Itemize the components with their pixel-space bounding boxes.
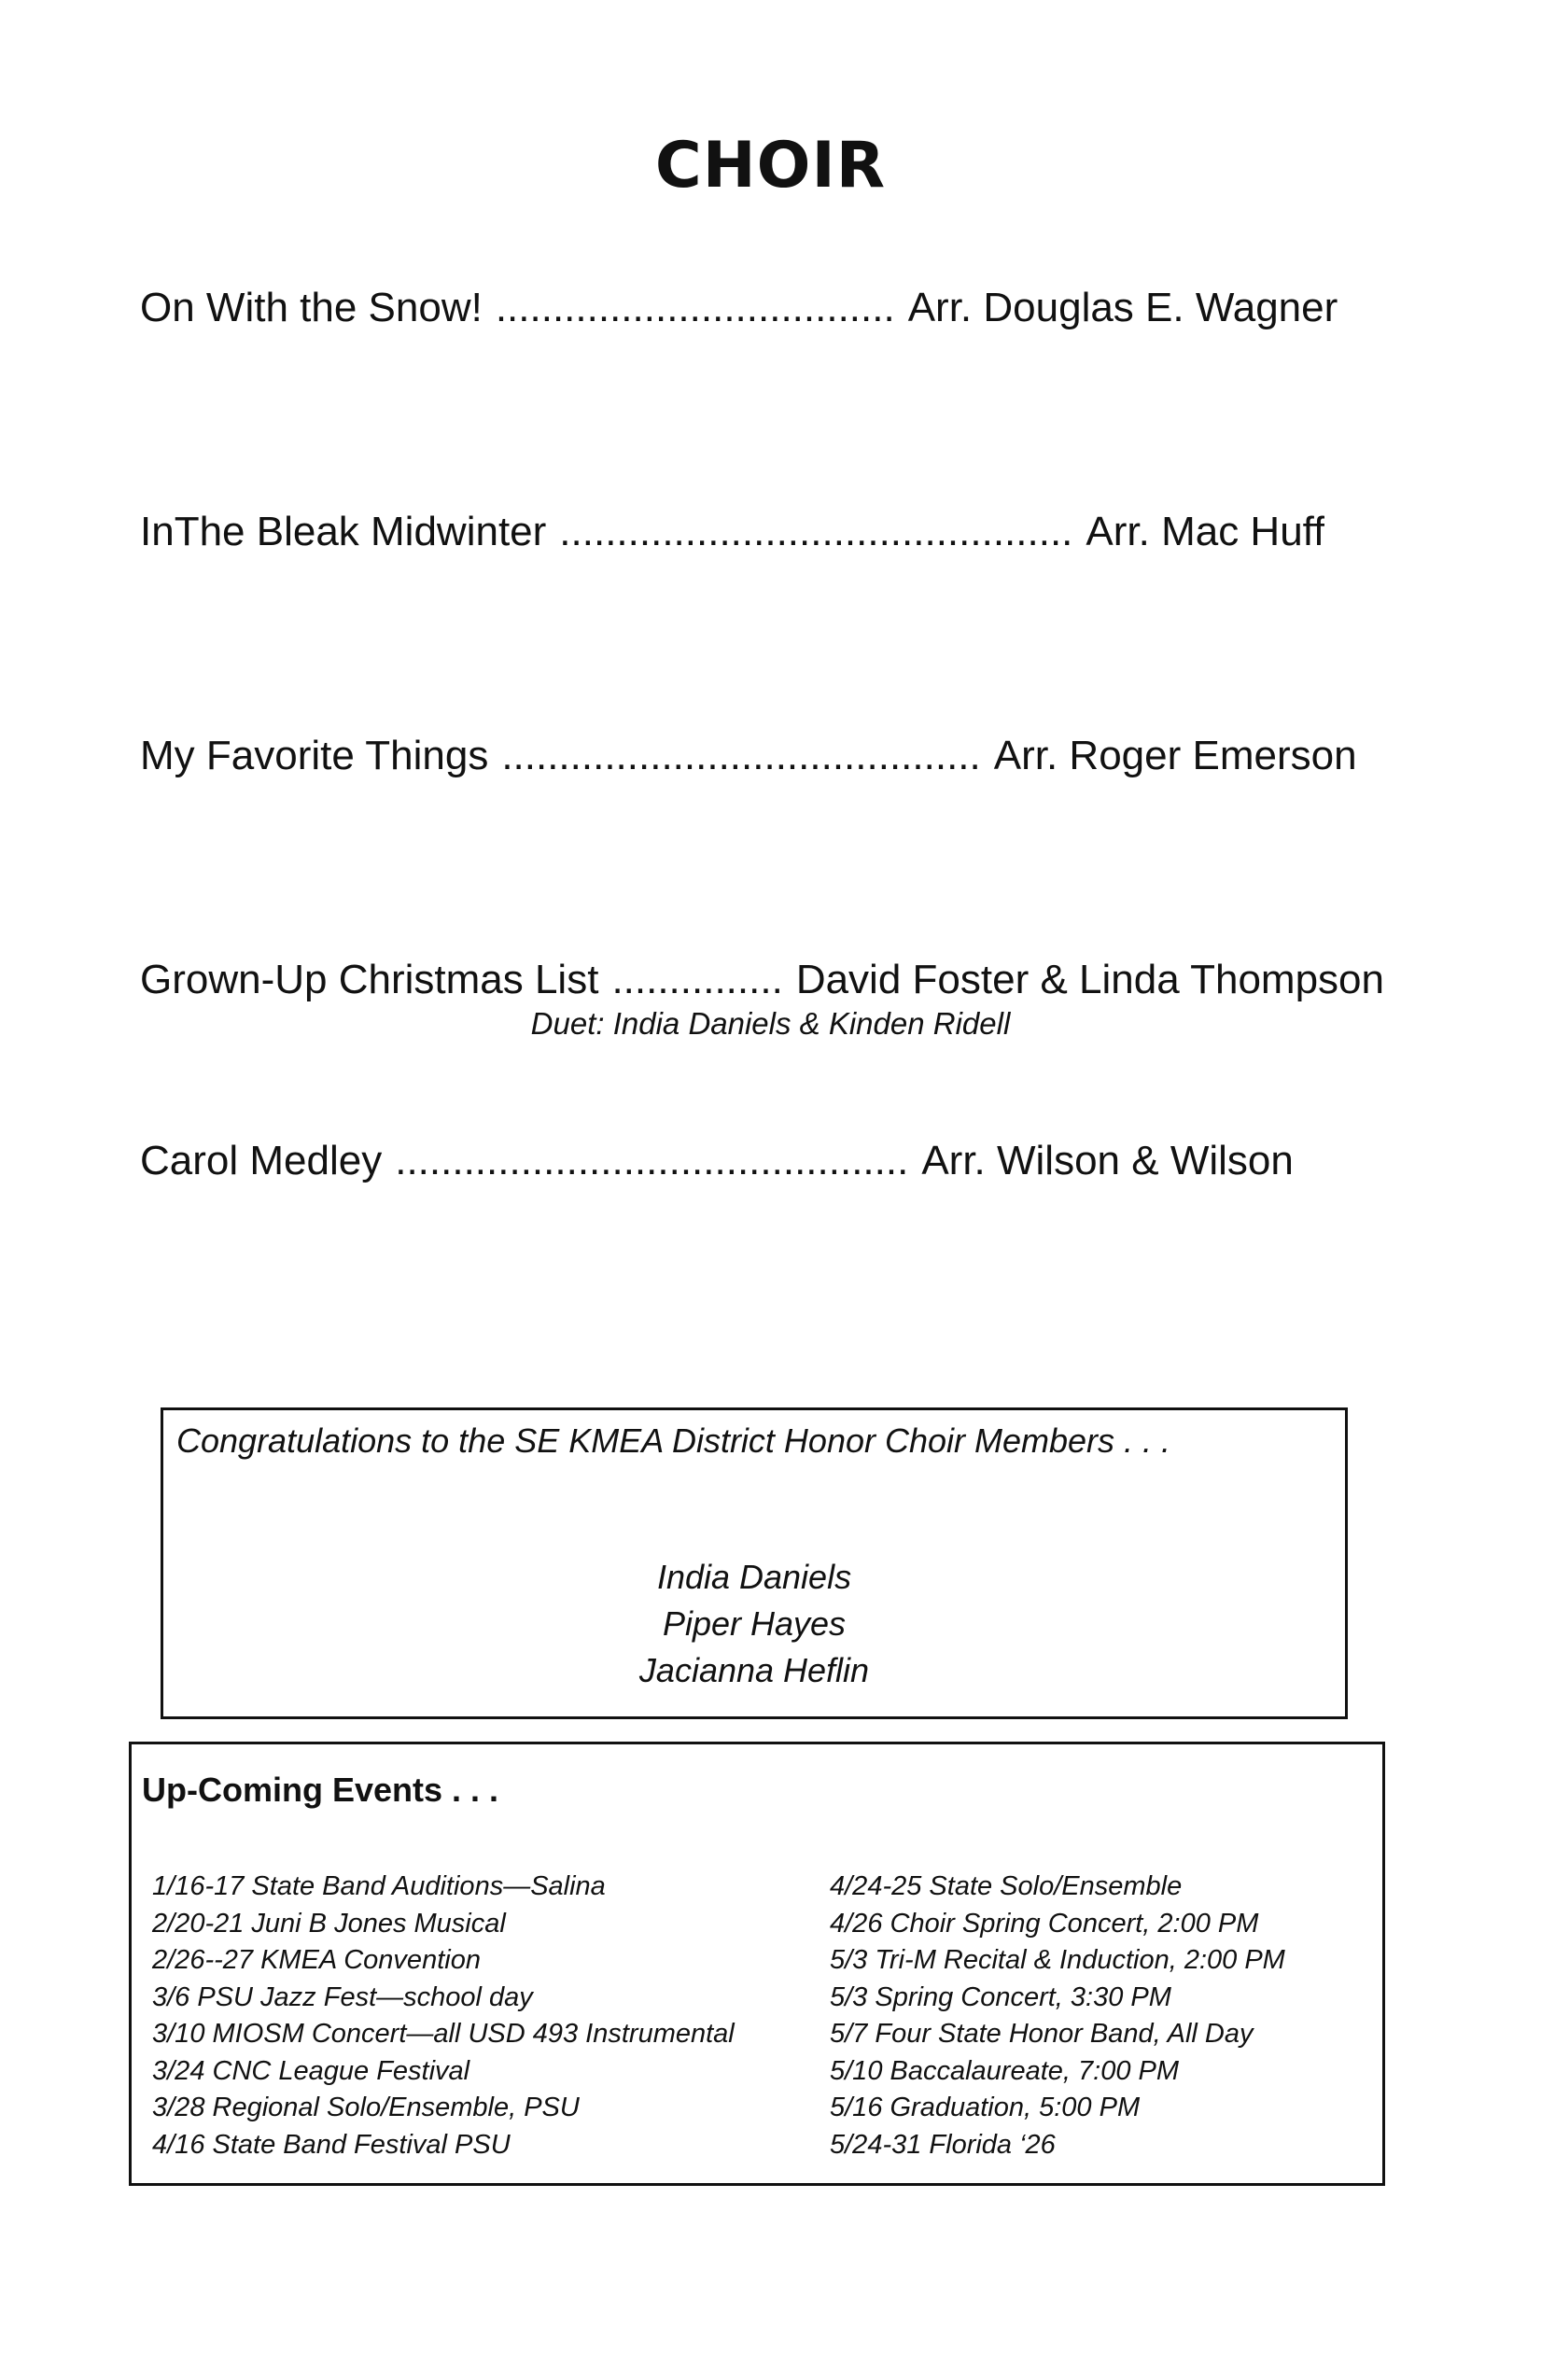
- honor-member: Piper Hayes: [662, 1604, 847, 1643]
- honor-choir-box: [161, 1407, 1348, 1719]
- leader-dots: ...................................: [495, 285, 895, 330]
- event-item: 4/24-25 State Solo/Ensemble: [830, 1871, 1183, 1901]
- leader-dots: ..........................................: [501, 733, 981, 778]
- leader-dots: ...............: [611, 957, 783, 1002]
- program-item: [140, 1135, 1294, 1187]
- piece-composer: Arr. Roger Emerson: [993, 733, 1357, 778]
- events-title: Up-Coming Events . . .: [142, 1771, 499, 1809]
- event-item: 3/10 MIOSM Concert—all USD 493 Instrumental: [152, 2019, 735, 2049]
- event-item: 4/16 State Band Festival PSU: [152, 2129, 511, 2160]
- upcoming-events-box: [129, 1742, 1385, 2186]
- program-item: [140, 506, 1324, 558]
- leader-dots: .............................................: [395, 1138, 909, 1183]
- event-item: 5/24-31 Florida ‘26: [830, 2129, 1056, 2160]
- event-item: 1/16-17 State Band Auditions—Salina: [152, 1871, 606, 1901]
- event-item: 5/16 Graduation, 5:00 PM: [830, 2093, 1141, 2122]
- event-item: 5/3 Tri-M Recital & Induction, 2:00 PM: [830, 1945, 1285, 1975]
- piece-composer: Arr. Wilson & Wilson: [921, 1138, 1294, 1183]
- event-item: 4/26 Choir Spring Concert, 2:00 PM: [830, 1908, 1259, 1939]
- honor-member: India Daniels: [656, 1558, 852, 1596]
- program-item: [140, 954, 1384, 1006]
- piece-title: Grown-Up Christmas List: [140, 957, 599, 1002]
- program-item: [140, 282, 1338, 334]
- piece-title: InThe Bleak Midwinter: [140, 509, 547, 554]
- event-item: 3/6 PSU Jazz Fest—school day: [152, 1981, 533, 2012]
- honor-member: Jacianna Heflin: [638, 1651, 870, 1689]
- event-item: 2/26--27 KMEA Convention: [152, 1945, 481, 1975]
- event-item: 2/20-21 Juni B Jones Musical: [152, 1908, 506, 1939]
- event-item: 5/3 Spring Concert, 3:30 PM: [830, 1981, 1171, 2012]
- piece-note: Duet: India Daniels & Kinden Ridell: [530, 1006, 1011, 1041]
- piece-composer: David Foster & Linda Thompson: [795, 957, 1384, 1002]
- event-item: 3/28 Regional Solo/Ensemble, PSU: [152, 2093, 580, 2122]
- piece-title: Carol Medley: [140, 1138, 383, 1183]
- leader-dots: .............................................: [559, 509, 1073, 554]
- piece-composer: Arr. Mac Huff: [1086, 509, 1325, 554]
- honor-intro: Congratulations to the SE KMEA District Honor Choir Members . . .: [176, 1421, 1171, 1460]
- event-item: 3/24 CNC League Festival: [152, 2055, 470, 2086]
- events-column-right: [830, 1869, 1285, 2163]
- page-title: CHOIR: [654, 129, 887, 203]
- event-item: 5/10 Baccalaureate, 7:00 PM: [830, 2055, 1180, 2086]
- events-column-left: [152, 1869, 735, 2163]
- piece-title: My Favorite Things: [140, 733, 489, 778]
- event-item: 5/7 Four State Honor Band, All Day: [830, 2019, 1254, 2049]
- piece-title: On With the Snow!: [140, 285, 483, 330]
- honor-names: [163, 1554, 1345, 1694]
- program-item: [140, 730, 1357, 782]
- piece-composer: Arr. Douglas E. Wagner: [907, 285, 1338, 330]
